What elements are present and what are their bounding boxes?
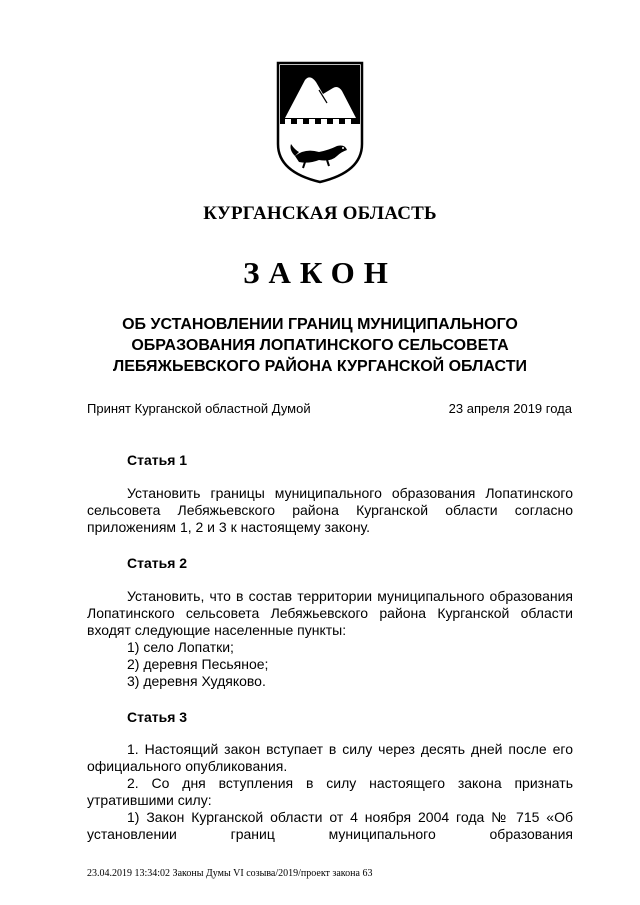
article-heading: Статья 2 xyxy=(127,555,188,571)
list-item: 1) село Лопатки; xyxy=(127,639,234,655)
document-type: ЗАКОН xyxy=(243,255,397,290)
article-text: 1. Настоящий закон вступает в силу через десять дней после его официального опубликования. xyxy=(87,741,573,774)
coat-of-arms-icon xyxy=(275,60,365,184)
list-item: 2) деревня Песьяное; xyxy=(127,656,269,672)
footer-note: 23.04.2019 13:34:02 Законы Думы VI созыва/2019/проект закона 63 xyxy=(87,868,373,879)
list-item: 3) деревня Худяково. xyxy=(127,673,266,689)
adopted-by: Принят Курганской областной Думой xyxy=(87,401,311,416)
article-text: Установить границы муниципального образования Лопатинского сельсовета Лебяжьевского района Курганской области согласно приложениям 1, 2 и 3 к настоящему закону. xyxy=(87,485,573,535)
law-title-line: ЛЕБЯЖЬЕВСКОГО РАЙОНА КУРГАНСКОЙ ОБЛАСТИ xyxy=(113,358,527,375)
article-heading: Статья 3 xyxy=(127,709,188,725)
article-heading: Статья 1 xyxy=(127,452,188,468)
article-text: 1) Закон Курганской области от 4 ноября 2004 года № 715 «Об установлении границ муниципального образования xyxy=(87,809,573,842)
adopted-date: 23 апреля 2019 года xyxy=(448,401,572,416)
law-title-line: ОБ УСТАНОВЛЕНИИ ГРАНИЦ МУНИЦИПАЛЬНОГО xyxy=(122,316,518,333)
article-text: 2. Со дня вступления в силу настоящего закона признать утратившими силу: xyxy=(87,775,573,808)
article-text: Установить, что в состав территории муниципального образования Лопатинского сельсовета Лебяжьевского района Курганской области входят следующие населенные пункты: xyxy=(87,588,573,638)
region-name: КУРГАНСКАЯ ОБЛАСТЬ xyxy=(203,203,437,224)
law-title xyxy=(60,314,580,377)
law-title-line: ОБРАЗОВАНИЯ ЛОПАТИНСКОГО СЕЛЬСОВЕТА xyxy=(131,337,509,354)
